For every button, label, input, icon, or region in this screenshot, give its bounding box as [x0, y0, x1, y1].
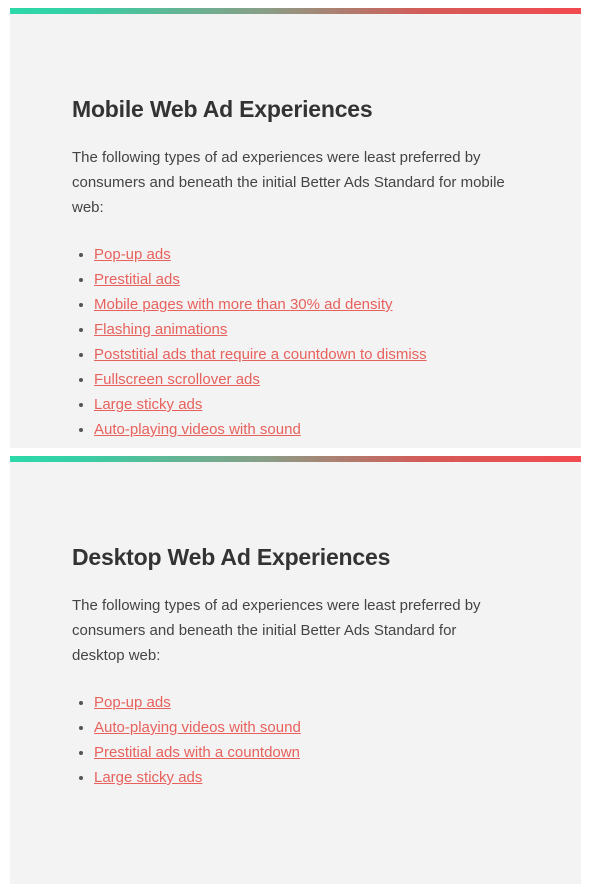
card-body-desktop	[10, 462, 581, 791]
list-item	[94, 242, 519, 267]
ad-experience-link[interactable]: Mobile pages with more than 30% ad density	[94, 296, 393, 313]
page-title-desktop: Desktop Web Ad Experiences	[72, 544, 391, 570]
ad-experience-link[interactable]: Large sticky ads	[94, 396, 203, 413]
ad-experience-list-mobile	[72, 242, 519, 442]
ad-experience-link[interactable]: Auto-playing videos with sound	[94, 421, 301, 438]
intro-paragraph-mobile: The following types of ad experiences were least preferred by consumers and beneath the initial Better Ads Standard for mobile web:	[72, 149, 505, 216]
ad-experience-link[interactable]: Pop-up ads	[94, 694, 171, 711]
ad-experience-link[interactable]: Fullscreen scrollover ads	[94, 371, 260, 388]
list-item	[94, 292, 519, 317]
card-bottom-spacer	[72, 442, 519, 443]
ad-experience-link[interactable]: Large sticky ads	[94, 769, 203, 786]
list-item	[94, 392, 519, 417]
list-item	[94, 765, 519, 790]
list-item	[94, 367, 519, 392]
ad-experience-link[interactable]: Poststitial ads that require a countdown to dismiss	[94, 346, 427, 363]
ad-experience-link[interactable]: Pop-up ads	[94, 246, 171, 263]
list-item	[94, 317, 519, 342]
page-title-mobile: Mobile Web Ad Experiences	[72, 96, 373, 122]
list-item	[94, 690, 519, 715]
list-item	[94, 740, 519, 765]
list-item	[94, 267, 519, 292]
ad-experience-link[interactable]: Auto-playing videos with sound	[94, 719, 301, 736]
card-bottom-spacer	[72, 790, 519, 791]
intro-paragraph-desktop: The following types of ad experiences were least preferred by consumers and beneath the initial Better Ads Standard for desktop web:	[72, 597, 481, 664]
list-item	[94, 342, 519, 367]
list-item	[94, 417, 519, 442]
ad-experience-list-desktop	[72, 690, 519, 790]
ad-experience-link[interactable]: Prestitial ads with a countdown	[94, 744, 300, 761]
card-desktop-web-ad-experiences	[10, 456, 581, 884]
card-mobile-web-ad-experiences	[10, 8, 581, 448]
ad-experience-link[interactable]: Prestitial ads	[94, 271, 180, 288]
list-item	[94, 715, 519, 740]
card-body-mobile	[10, 14, 581, 443]
ad-experience-link[interactable]: Flashing animations	[94, 321, 228, 338]
